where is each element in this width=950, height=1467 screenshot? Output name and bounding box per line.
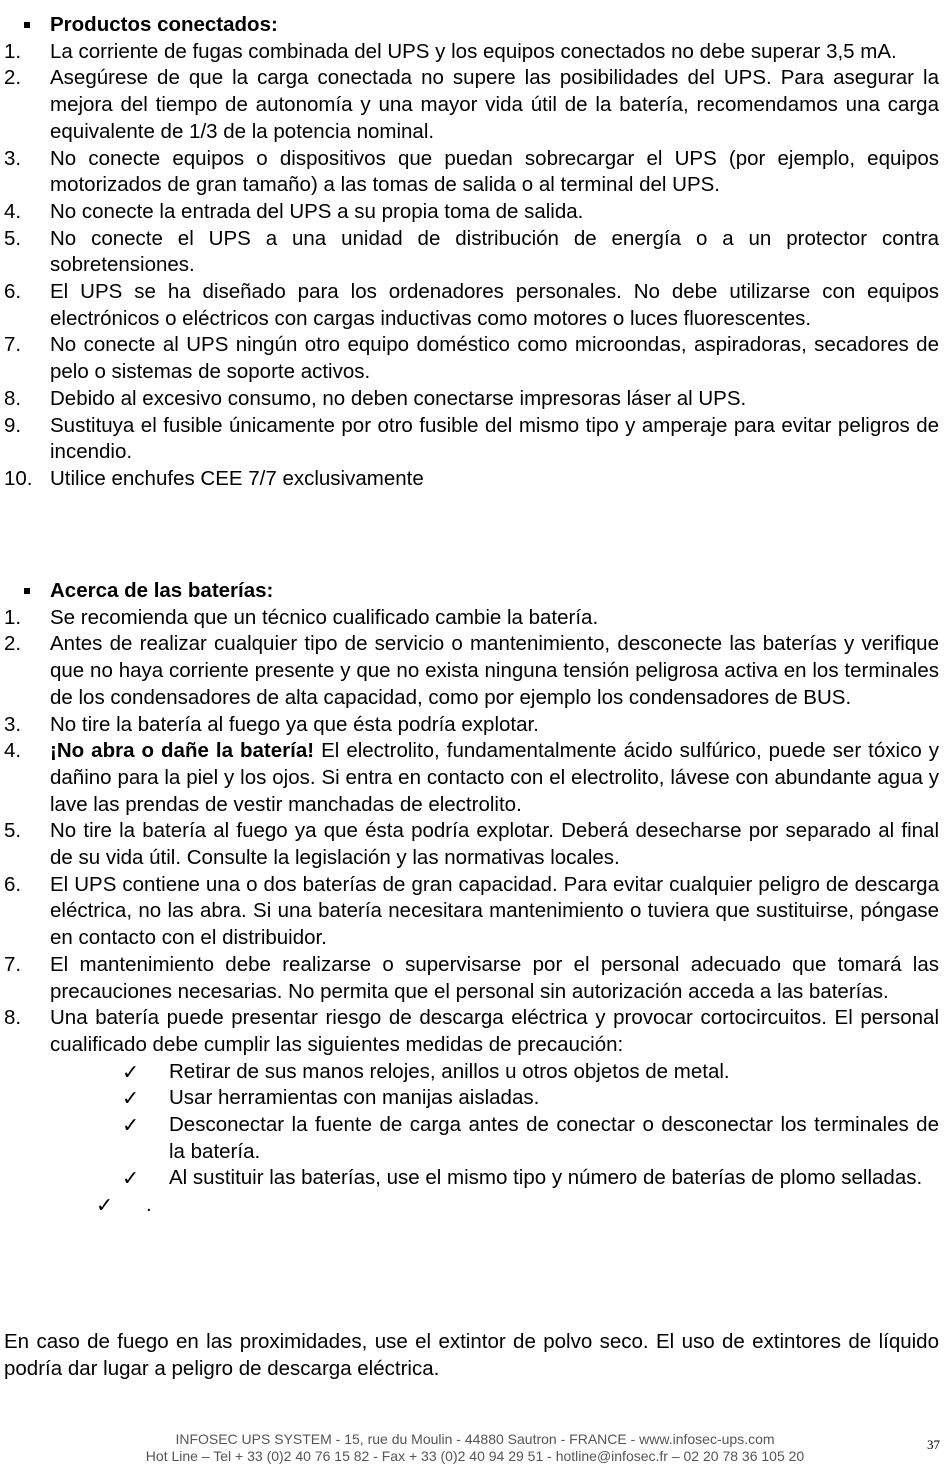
item-text: Debido al excesivo consumo, no deben conectarse impresoras láser al UPS.: [50, 386, 747, 410]
empty-checklist-item: [4, 1192, 939, 1219]
checklist-text: Desconectar la fuente de carga antes de conectar o desconectar los terminales de la batería.: [169, 1113, 939, 1163]
checklist-text: Retirar de sus manos relojes, anillos u otros objetos de metal.: [169, 1059, 730, 1083]
square-bullet-icon: [24, 588, 30, 594]
page-footer: [80, 1431, 870, 1465]
section-heading: [4, 578, 939, 605]
numbered-list: [4, 605, 939, 1059]
item-text: La corriente de fugas combinada del UPS y los equipos conectados no debe superar 3,5 mA.: [50, 39, 897, 63]
precaution-checklist: [4, 1059, 939, 1193]
checkmark-icon: ✓: [96, 1193, 114, 1218]
item-number: 6.: [4, 872, 22, 896]
item-text: Se recomienda que un técnico cualificado cambie la batería.: [50, 605, 599, 629]
checklist-text: .: [146, 1193, 152, 1217]
heading-text: Acerca de las baterías:: [50, 579, 274, 602]
square-bullet-icon: [24, 22, 30, 28]
list-item: [4, 332, 939, 385]
item-number: 2.: [4, 66, 22, 90]
list-item: [4, 872, 939, 952]
item-text: Una batería puede presentar riesgo de descarga eléctrica y provocar cortocircuitos. El personal cualificado debe cumplir las siguientes medidas de precaución:: [50, 1006, 939, 1056]
list-item: [4, 39, 939, 66]
list-item: [4, 1005, 939, 1058]
list-item: [4, 279, 939, 332]
list-item: [4, 226, 939, 279]
section-batteries: [4, 578, 939, 1219]
item-number: 5.: [4, 819, 22, 843]
item-text: Antes de realizar cualquier tipo de servicio o mantenimiento, desconecte las baterías y verifique que no haya corriente presente y que no exista ninguna tensión peligrosa activa en los terminales de los condensadores de alta capacidad, como por ejemplo los condensadores de BUS.: [50, 632, 939, 709]
checkmark-icon: ✓: [122, 1113, 140, 1138]
item-text: El electrolito, fundamentalmente ácido sulfúrico, puede ser tóxico y dañino para la piel y los ojos. Si entra en contacto con el electrolito, lávese con abundante agua y lave las prendas de vestir manchadas de electrolito.: [50, 739, 939, 816]
checkmark-icon: ✓: [122, 1059, 140, 1084]
list-item: [4, 605, 939, 632]
item-number: 5.: [4, 226, 22, 250]
item-text: No conecte equipos o dispositivos que puedan sobrecargar el UPS (por ejemplo, equipos motorizados de gran tamaño) a las tomas de salida o al terminal del UPS.: [50, 146, 939, 197]
item-number: 8.: [4, 1006, 22, 1030]
checklist-item: [4, 1059, 939, 1086]
list-item: [4, 199, 939, 226]
list-item: [4, 952, 939, 1005]
item-text: El mantenimiento debe realizarse o supervisarse por el personal adecuado que tomará las precauciones necesarias. No permita que el personal sin autorización acceda a las baterías.: [50, 952, 939, 1003]
item-text: No conecte el UPS a una unidad de distribución de energía o a un protector contra sobretensiones.: [50, 226, 939, 277]
item-text: El UPS se ha diseñado para los ordenadores personales. No debe utilizarse con equipos electrónicos o eléctricos con cargas inductivas como motores o luces fluorescentes.: [50, 280, 939, 330]
checklist-item: [4, 1085, 939, 1112]
page-number: 37: [927, 1437, 940, 1452]
item-number: 3.: [4, 712, 22, 736]
item-number: 4.: [4, 199, 22, 223]
item-text: No conecte al UPS ningún otro equipo doméstico como microondas, aspiradoras, secadores de pelo o sistemas de soporte activos.: [50, 333, 939, 384]
numbered-list: [4, 39, 939, 493]
list-item: [4, 386, 939, 413]
item-number: 10.: [4, 466, 33, 490]
item-number: 3.: [4, 146, 22, 170]
item-text: Asegúrese de que la carga conectada no supere las posibilidades del UPS. Para asegurar la mejora del tiempo de autonomía y una mayor vida útil de la batería, recomendamos una carga equivalente de 1/3 de la potencia nominal.: [50, 66, 939, 143]
checkmark-icon: ✓: [122, 1086, 140, 1111]
item-number: 7.: [4, 952, 22, 976]
item-text: Sustituya el fusible únicamente por otro fusible del mismo tipo y amperaje para evitar peligros de incendio.: [50, 413, 939, 464]
checklist-text: Al sustituir las baterías, use el mismo tipo y número de baterías de plomo selladas.: [169, 1166, 923, 1190]
section-heading: [4, 12, 939, 39]
checklist-item: [4, 1165, 939, 1192]
item-text: El UPS contiene una o dos baterías de gran capacidad. Para evitar cualquier peligro de descarga eléctrica, no las abra. Si una batería necesitara mantenimiento o tuviera que sustituirse, póngase en contacto con el distribuidor.: [50, 872, 939, 950]
item-number: 6.: [4, 280, 22, 304]
item-number: 4.: [4, 739, 22, 763]
list-item: [4, 413, 939, 466]
footer-contact-line: Hot Line – Tel + 33 (0)2 40 76 15 82 - Fax + 33 (0)2 40 94 29 51 - hotline@infosec.fr – 02 20 78 36 105 20: [145, 1448, 805, 1464]
checklist-item: [4, 1112, 939, 1165]
list-item: [4, 466, 939, 493]
item-text: No conecte la entrada del UPS a su propia toma de salida.: [50, 199, 584, 223]
item-number: 1.: [4, 39, 22, 63]
item-bold-warning: ¡No abra o dañe la batería!: [50, 739, 315, 763]
list-item: [4, 65, 939, 145]
list-item: [4, 818, 939, 871]
closing-paragraph: En caso de fuego en las proximidades, use el extintor de polvo seco. El uso de extintores de líquido podría dar lugar a peligro de descarga eléctrica.: [4, 1330, 939, 1380]
list-item: [4, 738, 939, 818]
section-connected-products: [4, 12, 939, 493]
footer-address-line: INFOSEC UPS SYSTEM - 15, rue du Moulin - 44880 Sautron - FRANCE - www.infosec-ups.com: [175, 1431, 775, 1447]
item-text: No tire la batería al fuego ya que ésta podría explotar.: [50, 712, 539, 736]
item-number: 1.: [4, 605, 22, 629]
checkmark-icon: ✓: [122, 1166, 140, 1191]
item-number: 2.: [4, 632, 22, 656]
checklist-text: Usar herramientas con manijas aisladas.: [169, 1086, 540, 1110]
item-number: 9.: [4, 413, 22, 437]
item-number: 8.: [4, 386, 22, 410]
item-number: 7.: [4, 333, 22, 357]
list-item: [4, 712, 939, 739]
item-text: Utilice enchufes CEE 7/7 exclusivamente: [50, 466, 424, 490]
list-item: [4, 146, 939, 199]
list-item: [4, 631, 939, 711]
item-text: No tire la batería al fuego ya que ésta podría explotar. Deberá desecharse por separado al final de su vida útil. Consulte la legislación y las normativas locales.: [50, 819, 939, 870]
heading-text: Productos conectados:: [50, 13, 278, 36]
